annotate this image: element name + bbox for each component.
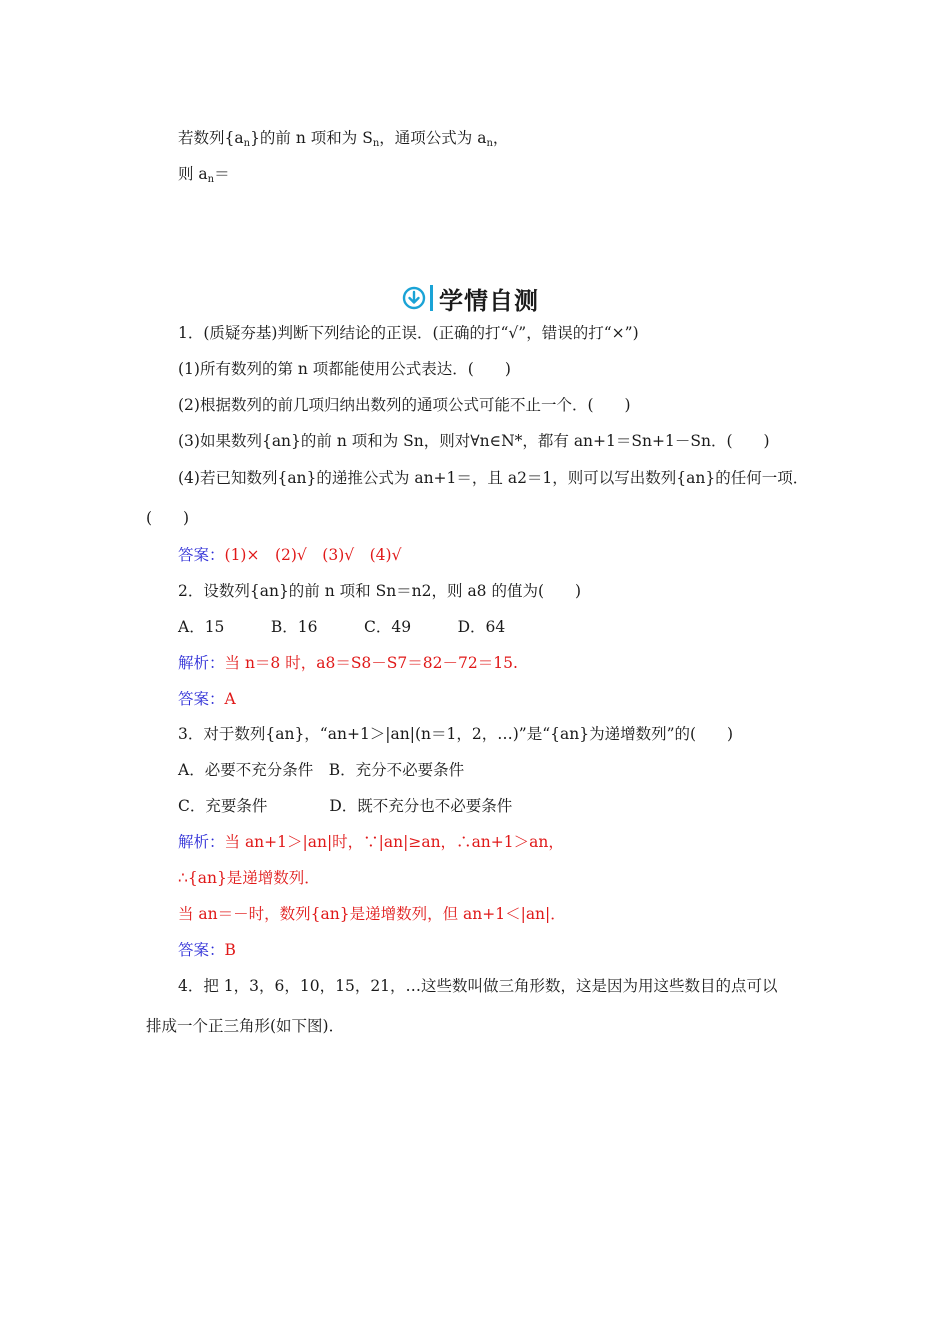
q3-analysis-2: ∴{an}是递增数列． (178, 869, 320, 887)
intro-text: ，通项公式为 a (379, 129, 487, 147)
q1-answer (178, 545, 401, 565)
intro-text: ＝ (214, 165, 230, 183)
q3-options-ab: A．必要不充分条件 B．充分不必要条件 (178, 761, 465, 779)
answer-text: (1)× (2)√ (3)√ (4)√ (224, 546, 402, 564)
section-divider (430, 285, 433, 311)
section-header (402, 283, 539, 313)
q3-analysis-1 (178, 832, 564, 852)
q1-statement-1: (1)所有数列的第 n 项都能使用公式表达．( ) (178, 360, 511, 378)
intro-text: }的前 n 项和为 S (250, 129, 373, 147)
circle-down-arrow-icon (402, 286, 426, 310)
q1-statement-4-paren: ( ) (146, 509, 190, 527)
analysis-label: 解析： (178, 654, 225, 672)
intro-line-2: 则 $a_n=$ (178, 165, 230, 185)
q3-options-cd: C．充要条件 D．既不充分也不必要条件 (178, 797, 513, 815)
analysis-text: 当 an+1＞|an|时，∵|an|≥an，∴an+1＞an， (224, 833, 564, 851)
q1-stem: 1．(质疑夯基)判断下列结论的正误．(正确的打“√”，错误的打“×”) (178, 324, 639, 342)
analysis-text: 当 n＝8 时，a8＝S8－S7＝82－72＝15. (224, 654, 518, 672)
intro-text: 若数列{a (178, 129, 244, 147)
answer-label: 答案： (178, 690, 225, 708)
intro-text: ， (492, 129, 509, 147)
q3-stem: 3．对于数列{an}，“an+1＞|an|(n＝1，2，…)”是“{an}为递增数列”的( ) (178, 725, 734, 743)
intro-text: 则 a (178, 165, 208, 183)
q2-options: A．15 B．16 C．49 D．64 (178, 618, 506, 636)
answer-text: A (224, 690, 236, 708)
q2-analysis (178, 653, 518, 673)
q2-stem: 2．设数列{an}的前 n 项和 Sn＝n2，则 a8 的值为( ) (178, 582, 582, 600)
answer-label: 答案： (178, 941, 225, 959)
q4-line-2: 排成一个正三角形(如下图)． (146, 1017, 345, 1035)
q3-answer (178, 940, 236, 960)
q1-statement-3: (3)如果数列{an}的前 n 项和为 Sn，则对∀n∈N*，都有 an+1＝Sn+1－Sn．( ) (178, 432, 770, 450)
q1-statement-4: (4)若已知数列{an}的递推公式为 an+1＝，且 a2＝1，则可以写出数列{an}的任何一项． (178, 469, 809, 487)
section-title: 学情自测 (439, 286, 539, 315)
answer-label: 答案： (178, 546, 225, 564)
answer-text: B (224, 941, 236, 959)
intro-line-1: 若数列$\{a_n\}$的前 n 项和为 $S_n$，通项公式为 $a_n$， (178, 129, 509, 149)
q1-statement-2: (2)根据数列的前几项归纳出数列的通项公式可能不止一个．( ) (178, 396, 631, 414)
analysis-label: 解析： (178, 833, 225, 851)
q3-analysis-3: 当 an＝－时，数列{an}是递增数列，但 an+1＜|an|． (178, 905, 566, 923)
q2-answer (178, 689, 236, 709)
q4-line-1: 4．把 1，3，6，10，15，21，…这些数叫做三角形数，这是因为用这些数目的点可以 (178, 977, 778, 995)
